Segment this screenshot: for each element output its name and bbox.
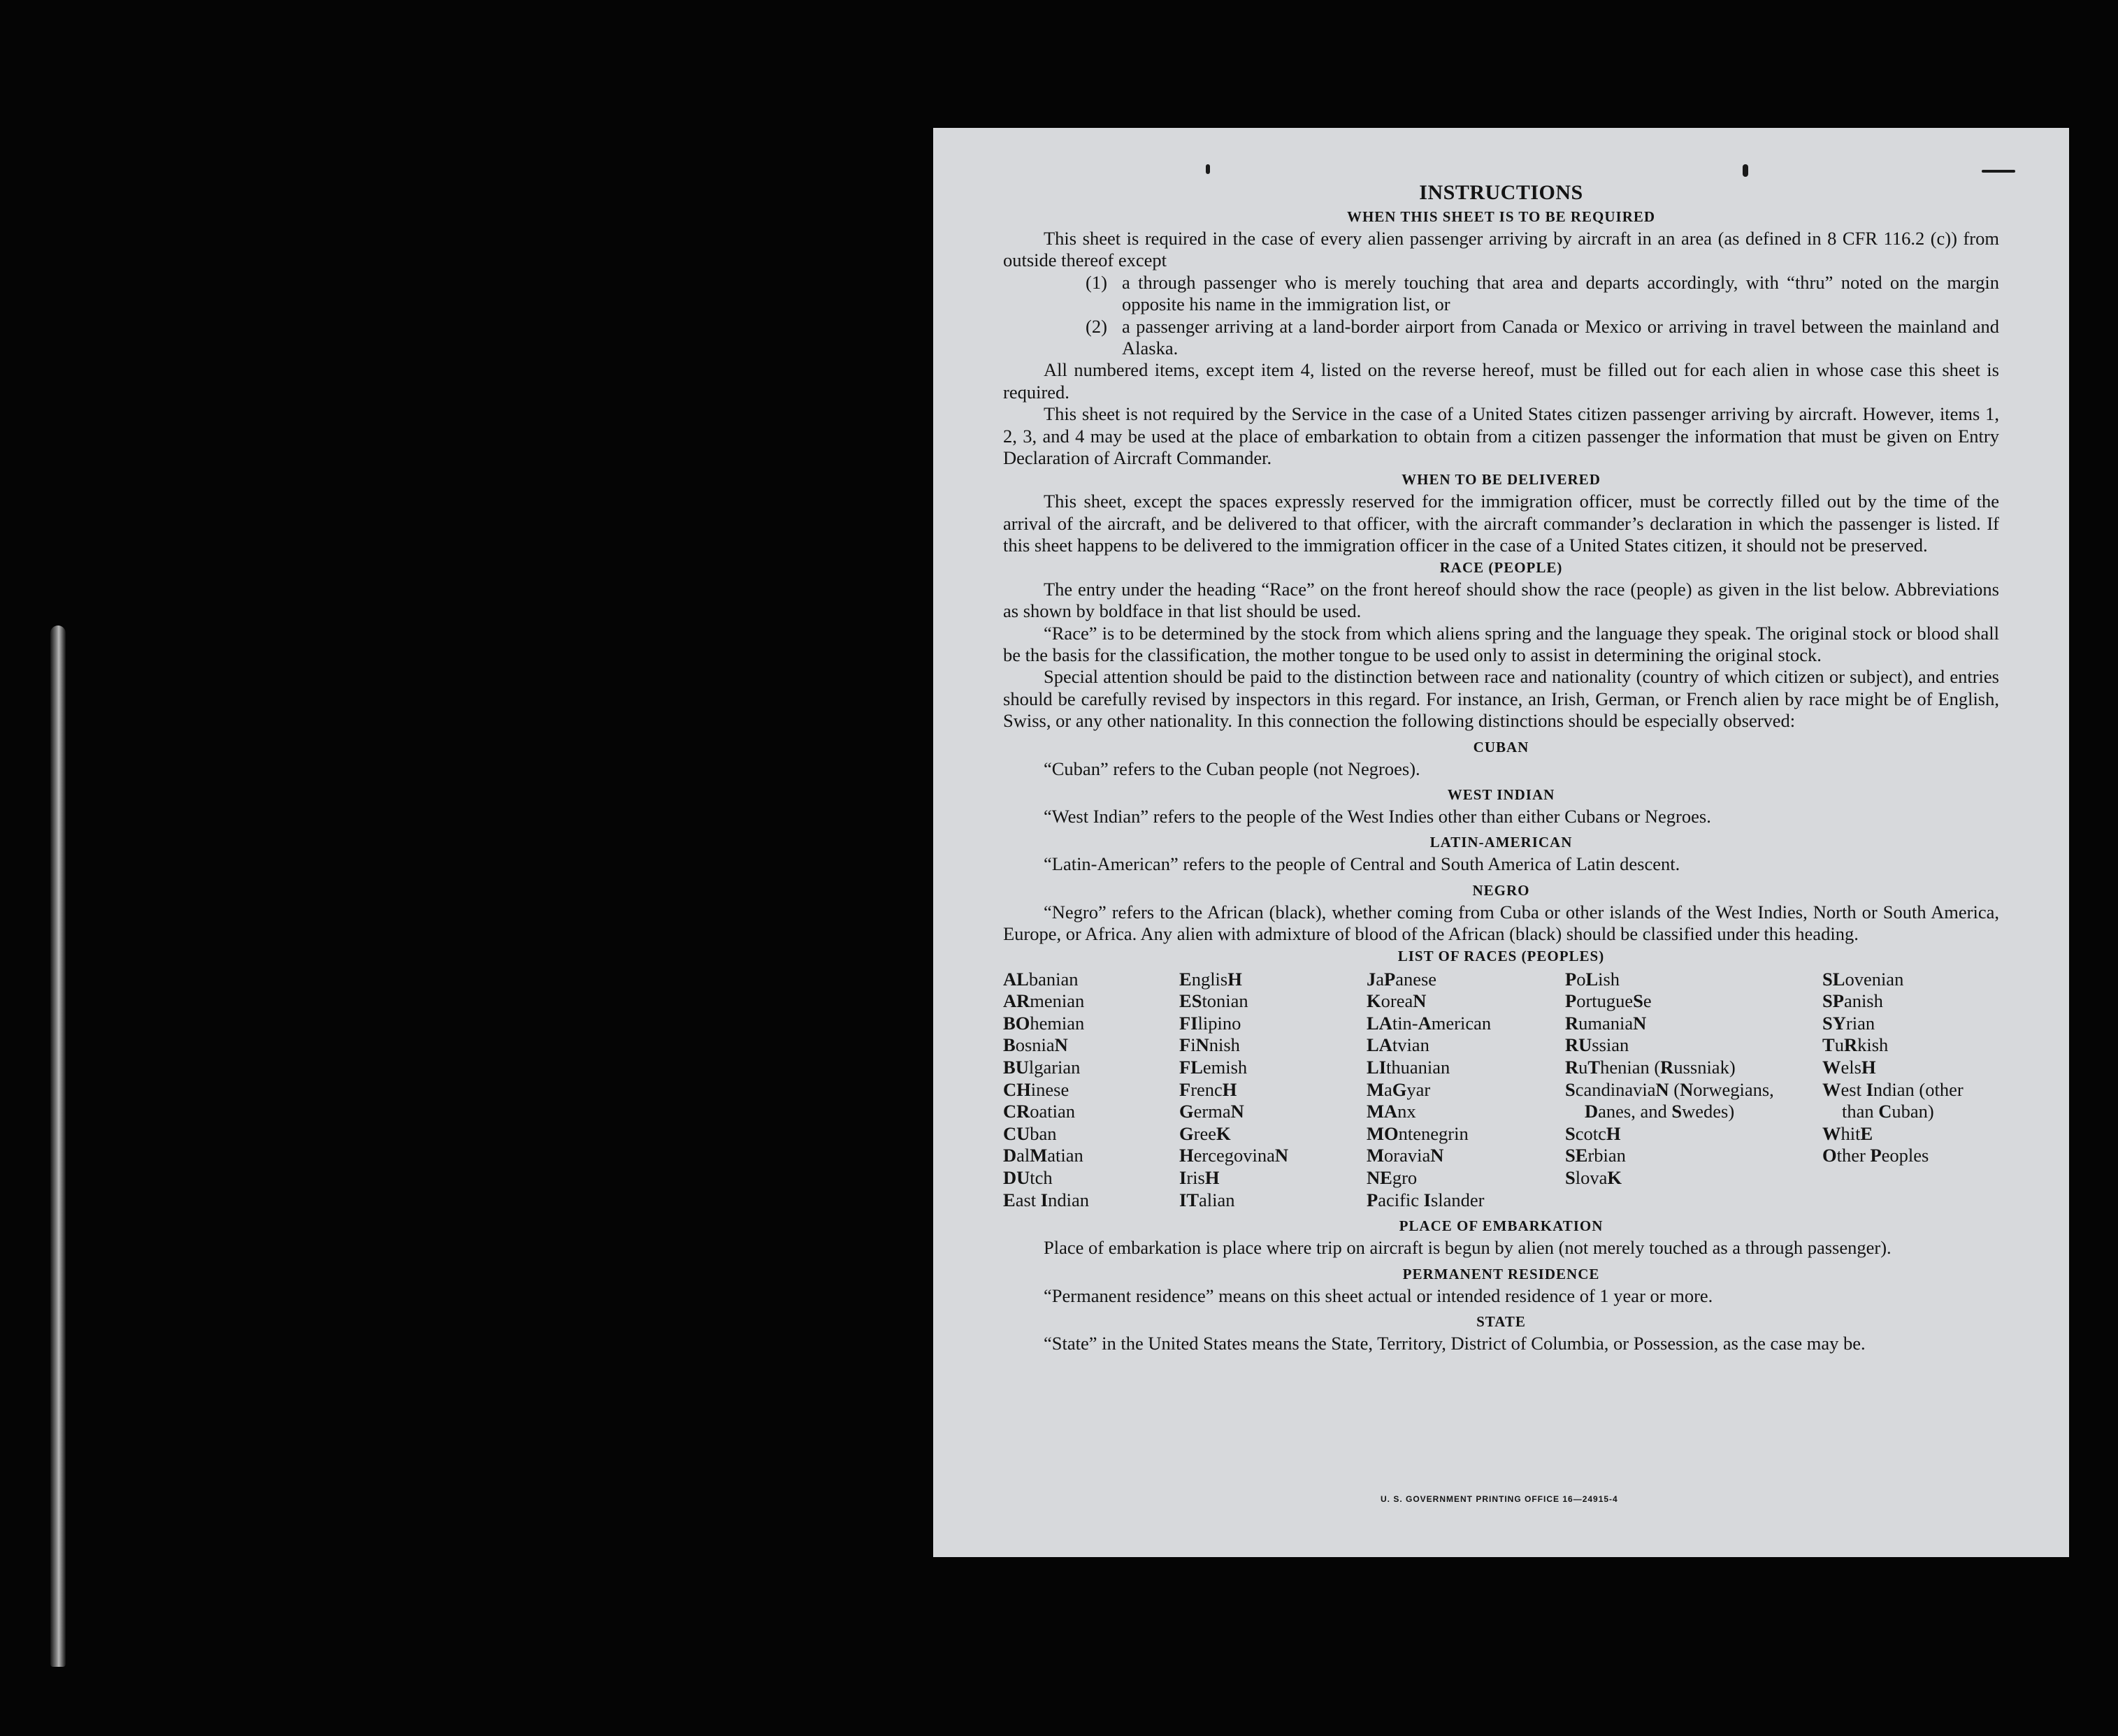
race-entry: GreeK xyxy=(1179,1122,1231,1144)
race-entry: EnglisH xyxy=(1179,968,1242,990)
punch-mark xyxy=(1743,164,1748,177)
race-entry: FiNnish xyxy=(1179,1034,1240,1056)
paragraph: Special attention should be paid to the distinction between race and nationality (country of which citizen or subject), and entries should be carefully revised by inspectors in this regard. For instance, an Irish, German, or French alien by race might be of English, Swiss, or any other nationality. In this connection the following distinctions should be especially observed: xyxy=(1003,666,1999,732)
race-entry: EStonian xyxy=(1179,990,1248,1012)
heading-latin-american: LATIN-AMERICAN xyxy=(1429,834,1573,851)
heading-when-required: WHEN THIS SHEET IS TO BE REQUIRED xyxy=(1346,208,1656,225)
heading-state: STATE xyxy=(1476,1312,1526,1330)
item-number: (2) xyxy=(1086,315,1107,337)
heading-list-of-races: LIST OF RACES (PEOPLES) xyxy=(1397,947,1605,964)
heading-when-delivered: WHEN TO BE DELIVERED xyxy=(1402,471,1601,489)
item-number: (1) xyxy=(1086,271,1107,293)
race-entry: TuRkish xyxy=(1822,1034,1889,1056)
races-column xyxy=(1565,969,1822,1212)
race-entry: IrisH xyxy=(1179,1166,1220,1188)
race-entry: BosniaN xyxy=(1003,1034,1068,1056)
race-entry: BUlgarian xyxy=(1003,1056,1081,1078)
race-entry: WelsH xyxy=(1822,1056,1876,1078)
races-list xyxy=(1003,969,1999,1212)
race-entry: East Indian xyxy=(1003,1189,1089,1210)
heading-west-indian: WEST INDIAN xyxy=(1447,786,1555,803)
paragraph: “Race” is to be determined by the stock from which aliens spring and the language they speak. The original stock or blood shall be the basis for the classification, the mother tongue to be used only to assist in determining the original stock. xyxy=(1003,622,1999,665)
race-entry: MoraviaN xyxy=(1367,1145,1444,1166)
paragraph: The entry under the heading “Race” on the front hereof should show the race (people) as given in the list below. Abbreviations as shown by boldface in that list should be used. xyxy=(1003,578,1999,622)
race-entry: SPanish xyxy=(1822,990,1883,1012)
race-entry: LAtin-American xyxy=(1367,1012,1492,1034)
race-entry: PoLish xyxy=(1565,968,1620,990)
races-column xyxy=(1003,969,1179,1212)
paragraph: This sheet is required in the case of every alien passenger arriving by aircraft in an area (as defined in 8 CFR 116.2 (c)) from outside thereof except xyxy=(1003,228,1999,271)
race-entry: LIthuanian xyxy=(1367,1056,1450,1078)
races-column xyxy=(1367,969,1565,1212)
race-entry: ScotcH xyxy=(1565,1122,1621,1144)
printer-footer: U. S. GOVERNMENT PRINTING OFFICE 16—24915-4 xyxy=(1381,1494,1618,1504)
race-entry: RumaniaN xyxy=(1565,1012,1647,1034)
list-item xyxy=(1086,316,1999,360)
paragraph: “Latin-American” refers to the people of Central and South America of Latin descent. xyxy=(1044,853,1680,875)
item-text: a through passenger who is merely touching that area and departs accordingly, with “thru” noted on the margin opposite his name in the immigration list, or xyxy=(1122,271,1999,315)
race-entry: DUtch xyxy=(1003,1166,1053,1188)
paragraph: “Negro” refers to the African (black), whether coming from Cuba or other islands of the West Indies, North or South America, Europe, or Africa. Any alien with admixture of blood of the African (black) should be classified under this heading. xyxy=(1003,901,1999,945)
punch-mark xyxy=(1982,170,2015,173)
race-entry: FrencH xyxy=(1179,1078,1237,1100)
race-entry: SErbian xyxy=(1565,1145,1626,1166)
race-entry: ITalian xyxy=(1179,1189,1235,1210)
race-entry: West Indian (other than Cuban) xyxy=(1822,1078,1964,1122)
race-entry: MOntenegrin xyxy=(1367,1122,1469,1144)
race-entry: ScandinaviaN (Norwegians, Danes, and Swedes) xyxy=(1565,1078,1774,1122)
page-title: INSTRUCTIONS xyxy=(1419,181,1583,204)
paragraph: “Cuban” refers to the Cuban people (not Negroes). xyxy=(1044,758,1420,779)
race-entry: SYrian xyxy=(1822,1012,1875,1034)
race-entry: CUban xyxy=(1003,1122,1057,1144)
race-entry: ALbanian xyxy=(1003,968,1079,990)
race-entry: CRoatian xyxy=(1003,1101,1076,1122)
race-entry: SlovaK xyxy=(1565,1166,1622,1188)
heading-place-of-embarkation: PLACE OF EMBARKATION xyxy=(1399,1217,1604,1235)
film-edge-strip xyxy=(50,625,66,1667)
paragraph: “Permanent residence” means on this sheet actual or intended residence of 1 year or more. xyxy=(1044,1285,1713,1306)
paragraph: This sheet, except the spaces expressly reserved for the immigration officer, must be correctly filled out by the time of the arrival of the aircraft, and be delivered to that officer, with the aircraft commander’s declaration in which the passenger is listed. If this sheet happens to be delivered to the immigration officer in the case of a United States citizen, it should not be preserved. xyxy=(1003,491,1999,556)
race-entry: HercegovinaN xyxy=(1179,1145,1289,1166)
race-entry: DalMatian xyxy=(1003,1145,1083,1166)
punch-mark xyxy=(1206,164,1210,174)
paragraph: This sheet is not required by the Service in the case of a United States citizen passenger arriving by aircraft. However, items 1, 2, 3, and 4 may be used at the place of embarkation to obtain from a citizen passenger the information that must be given on Entry Declaration of Aircraft Commander. xyxy=(1003,403,1999,469)
race-entry: CHinese xyxy=(1003,1078,1069,1100)
document-sheet xyxy=(933,128,2069,1557)
races-column xyxy=(1179,969,1367,1212)
race-entry: RUssian xyxy=(1565,1034,1629,1056)
race-entry: PortugueSe xyxy=(1565,990,1652,1012)
races-column xyxy=(1822,969,1999,1212)
race-entry: RuThenian (Russniak) xyxy=(1565,1056,1736,1078)
heading-negro: NEGRO xyxy=(1472,881,1530,899)
race-entry: Pacific Islander xyxy=(1367,1189,1485,1210)
race-entry: Other Peoples xyxy=(1822,1145,1929,1166)
heading-cuban: CUBAN xyxy=(1473,738,1529,755)
item-text: a passenger arriving at a land-border airport from Canada or Mexico or arriving in travel between the mainland and Alaska. xyxy=(1122,315,1999,359)
paragraph: “State” in the United States means the State, Territory, District of Columbia, or Possession, as the case may be. xyxy=(1044,1332,1866,1354)
instructions-content xyxy=(1003,180,1999,1354)
race-entry: LAtvian xyxy=(1367,1034,1429,1056)
paragraph: “West Indian” refers to the people of the West Indies other than either Cubans or Negroes. xyxy=(1044,805,1711,827)
heading-permanent-residence: PERMANENT RESIDENCE xyxy=(1402,1265,1600,1282)
race-entry: NEgro xyxy=(1367,1166,1418,1188)
race-entry: WhitE xyxy=(1822,1122,1873,1144)
race-entry: FIlipino xyxy=(1179,1012,1241,1034)
race-entry: GermaN xyxy=(1179,1101,1244,1122)
race-entry: ARmenian xyxy=(1003,990,1085,1012)
race-entry: JaPanese xyxy=(1367,968,1437,990)
race-entry: BOhemian xyxy=(1003,1012,1085,1034)
race-entry: SLovenian xyxy=(1822,968,1904,990)
heading-race: RACE (PEOPLE) xyxy=(1439,558,1563,576)
list-item xyxy=(1086,272,1999,316)
race-entry: FLemish xyxy=(1179,1056,1248,1078)
race-entry: KoreaN xyxy=(1367,990,1427,1012)
paragraph: All numbered items, except item 4, listed on the reverse hereof, must be filled out for each alien in whose case this sheet is required. xyxy=(1003,359,1999,403)
race-entry: MaGyar xyxy=(1367,1078,1431,1100)
paragraph: Place of embarkation is place where trip on aircraft is begun by alien (not merely touched as a through passenger). xyxy=(1044,1237,1892,1259)
race-entry: MAnx xyxy=(1367,1101,1416,1122)
